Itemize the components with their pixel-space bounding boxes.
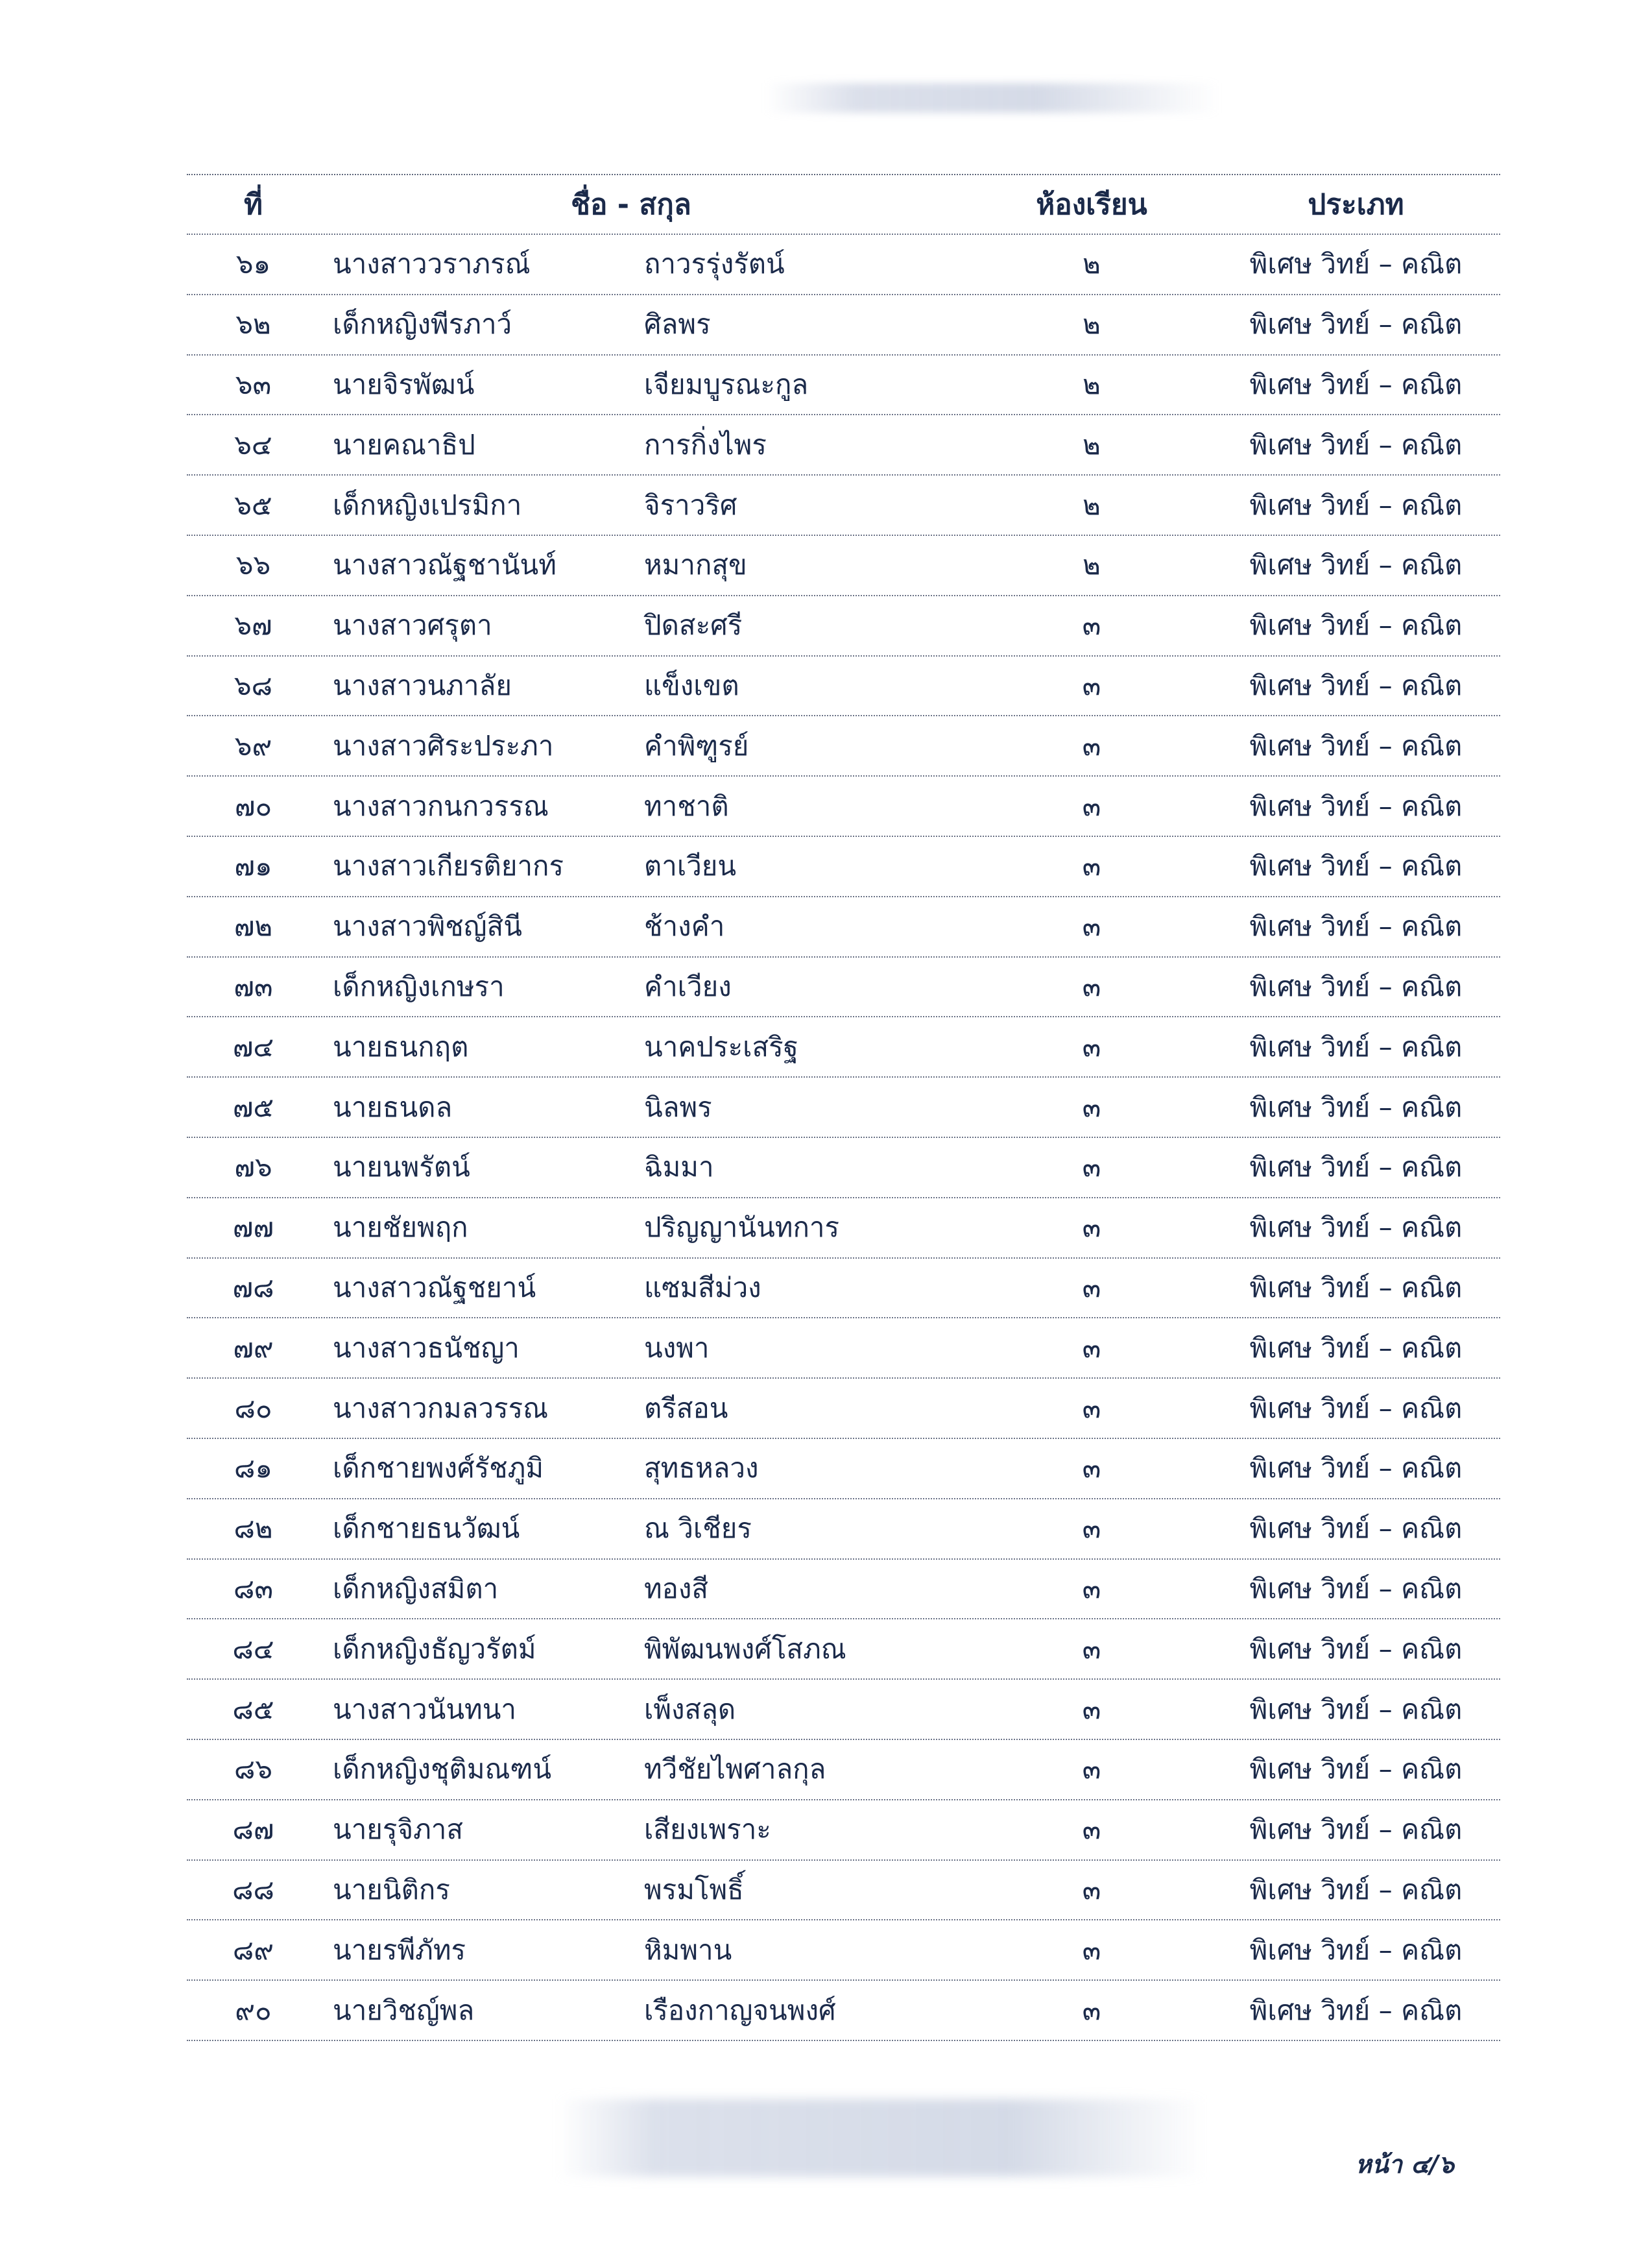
row-type: พิเศษ วิทย์ – คณิต bbox=[1249, 368, 1463, 400]
row-last-name: การกิ่งไพร bbox=[644, 428, 767, 461]
row-last-name: จิราวริศ bbox=[644, 489, 737, 521]
row-last-name: ถาวรรุ่งรัตน์ bbox=[644, 248, 785, 280]
row-type: พิเศษ วิทย์ – คณิต bbox=[1249, 1030, 1463, 1063]
table-row bbox=[187, 1619, 1500, 1680]
row-type: พิเศษ วิทย์ – คณิต bbox=[1249, 1452, 1463, 1484]
row-last-name: นาคประเสริฐ bbox=[644, 1030, 798, 1063]
table-header-row bbox=[187, 175, 1500, 235]
table-row bbox=[187, 1499, 1500, 1560]
table-row bbox=[187, 1740, 1500, 1800]
table-row bbox=[187, 1259, 1500, 1319]
row-type: พิเศษ วิทย์ – คณิต bbox=[1249, 549, 1463, 581]
row-number: ๖๖ bbox=[235, 549, 271, 581]
table-row bbox=[187, 716, 1500, 777]
row-first-name: นายรพีภัทร bbox=[333, 1933, 466, 1966]
row-number: ๘๕ bbox=[232, 1693, 274, 1725]
row-room: ๓ bbox=[1082, 790, 1101, 822]
row-first-name: เด็กชายธนวัฒน์ bbox=[333, 1512, 520, 1545]
row-type: พิเศษ วิทย์ – คณิต bbox=[1249, 669, 1463, 701]
row-last-name: ศิลพร bbox=[644, 308, 711, 341]
row-first-name: นางสาวพิชญ์สินี bbox=[333, 910, 522, 943]
row-room: ๓ bbox=[1082, 910, 1101, 943]
row-number: ๗๓ bbox=[233, 970, 273, 1002]
row-last-name: ตรีสอน bbox=[644, 1392, 728, 1424]
row-type: พิเศษ วิทย์ – คณิต bbox=[1249, 1331, 1463, 1364]
row-number: ๖๙ bbox=[234, 729, 272, 762]
row-first-name: นางสาวกมลวรรณ bbox=[333, 1392, 549, 1424]
row-number: ๗๗ bbox=[232, 1211, 274, 1244]
row-type: พิเศษ วิทย์ – คณิต bbox=[1249, 1933, 1463, 1966]
table-row bbox=[187, 1379, 1500, 1439]
row-room: ๒ bbox=[1083, 368, 1101, 400]
row-type: พิเศษ วิทย์ – คณิต bbox=[1249, 248, 1463, 280]
row-last-name: ฉิมมา bbox=[644, 1151, 714, 1183]
row-first-name: นางสาวเกียรติยากร bbox=[333, 850, 564, 882]
row-type: พิเศษ วิทย์ – คณิต bbox=[1249, 1091, 1463, 1123]
table-row bbox=[187, 1680, 1500, 1740]
row-type: พิเศษ วิทย์ – คณิต bbox=[1249, 1873, 1463, 1905]
row-number: ๗๘ bbox=[232, 1271, 274, 1303]
row-room: ๒ bbox=[1083, 248, 1101, 280]
table-row bbox=[187, 1138, 1500, 1198]
table-row bbox=[187, 1017, 1500, 1078]
table-row bbox=[187, 777, 1500, 837]
row-number: ๙๐ bbox=[235, 1994, 272, 2026]
header-type: ประเภท bbox=[1308, 188, 1404, 221]
row-room: ๓ bbox=[1082, 1512, 1101, 1545]
table-row bbox=[187, 235, 1500, 295]
row-number: ๖๗ bbox=[234, 609, 272, 642]
row-number: ๘๗ bbox=[232, 1813, 274, 1846]
row-room: ๓ bbox=[1082, 1994, 1101, 2026]
row-last-name: แซมสีม่วง bbox=[644, 1271, 761, 1303]
row-room: ๓ bbox=[1082, 1933, 1101, 1966]
table-row bbox=[187, 657, 1500, 717]
table-row bbox=[187, 356, 1500, 416]
row-number: ๘๔ bbox=[232, 1632, 274, 1665]
row-type: พิเศษ วิทย์ – คณิต bbox=[1249, 1632, 1463, 1665]
row-first-name: นางสาวศิระประภา bbox=[333, 729, 554, 762]
row-number: ๗๙ bbox=[233, 1331, 274, 1364]
row-first-name: เด็กหญิงพีรภาว์ bbox=[333, 308, 512, 341]
row-first-name: นายวิชญ์พล bbox=[333, 1994, 475, 2026]
row-room: ๒ bbox=[1083, 489, 1101, 521]
row-type: พิเศษ วิทย์ – คณิต bbox=[1249, 1211, 1463, 1244]
row-last-name: ปิดสะศรี bbox=[644, 609, 743, 642]
table-row bbox=[187, 1861, 1500, 1921]
table-row bbox=[187, 1920, 1500, 1981]
row-type: พิเศษ วิทย์ – คณิต bbox=[1249, 850, 1463, 882]
row-last-name: เสียงเพราะ bbox=[644, 1813, 771, 1846]
row-last-name: เพ็งสลุด bbox=[644, 1693, 736, 1725]
row-room: ๓ bbox=[1082, 1813, 1101, 1846]
row-first-name: เด็กหญิงเกษรา bbox=[333, 970, 505, 1002]
row-room: ๓ bbox=[1082, 669, 1101, 701]
row-number: ๘๖ bbox=[233, 1753, 273, 1785]
row-last-name: ตาเวียน bbox=[644, 850, 737, 882]
row-number: ๗๑ bbox=[234, 850, 272, 882]
row-number: ๘๑ bbox=[233, 1452, 273, 1484]
table-row bbox=[187, 1800, 1500, 1861]
row-number: ๘๒ bbox=[233, 1512, 273, 1545]
row-type: พิเศษ วิทย์ – คณิต bbox=[1249, 790, 1463, 822]
row-type: พิเศษ วิทย์ – คณิต bbox=[1249, 609, 1463, 642]
show-through-smudge-bottom bbox=[558, 2099, 1206, 2177]
row-first-name: นายคณาธิป bbox=[333, 428, 475, 461]
row-type: พิเศษ วิทย์ – คณิต bbox=[1249, 1753, 1463, 1785]
row-first-name: นายชัยพฤก bbox=[333, 1211, 468, 1244]
row-first-name: นางสาววราภรณ์ bbox=[333, 248, 531, 280]
row-number: ๘๓ bbox=[233, 1572, 274, 1604]
row-last-name: สุทธหลวง bbox=[644, 1452, 759, 1484]
row-last-name: หมากสุข bbox=[644, 549, 747, 581]
row-last-name: ปริญญานันทการ bbox=[644, 1211, 840, 1244]
row-type: พิเศษ วิทย์ – คณิต bbox=[1249, 1151, 1463, 1183]
table-row bbox=[187, 1560, 1500, 1620]
student-list-table bbox=[187, 174, 1500, 2041]
row-last-name: นงพา bbox=[644, 1331, 710, 1364]
row-room: ๓ bbox=[1082, 1211, 1101, 1244]
table-row bbox=[187, 415, 1500, 476]
row-first-name: นายจิรพัฒน์ bbox=[333, 368, 475, 400]
row-last-name: ช้างคำ bbox=[644, 910, 725, 943]
table-row bbox=[187, 1198, 1500, 1259]
row-type: พิเศษ วิทย์ – คณิต bbox=[1249, 428, 1463, 461]
row-first-name: เด็กหญิงธัญวรัตม์ bbox=[333, 1632, 536, 1665]
row-first-name: นางสาวณัฐชยาน์ bbox=[333, 1271, 536, 1303]
row-room: ๓ bbox=[1082, 1873, 1101, 1905]
row-last-name: ทาชาติ bbox=[644, 790, 729, 822]
row-room: ๓ bbox=[1082, 1271, 1101, 1303]
row-first-name: นางสาวธนัชญา bbox=[333, 1331, 520, 1364]
row-first-name: นายนิติกร bbox=[333, 1873, 450, 1905]
row-room: ๒ bbox=[1083, 549, 1101, 581]
table-row bbox=[187, 536, 1500, 596]
row-room: ๓ bbox=[1082, 609, 1101, 642]
row-number: ๗๕ bbox=[232, 1091, 274, 1123]
header-room: ห้องเรียน bbox=[1036, 188, 1147, 221]
row-room: ๓ bbox=[1082, 1452, 1101, 1484]
row-last-name: หิมพาน bbox=[644, 1933, 732, 1966]
row-number: ๗๐ bbox=[234, 790, 272, 822]
row-number: ๗๖ bbox=[234, 1151, 272, 1183]
table-row bbox=[187, 476, 1500, 536]
table-row bbox=[187, 1981, 1500, 2041]
row-first-name: นายธนกฤต bbox=[333, 1030, 469, 1063]
row-first-name: นางสาวนันทนา bbox=[333, 1693, 517, 1725]
row-room: ๓ bbox=[1082, 1572, 1101, 1604]
row-number: ๖๓ bbox=[235, 368, 272, 400]
row-type: พิเศษ วิทย์ – คณิต bbox=[1249, 489, 1463, 521]
row-last-name: แข็งเขต bbox=[644, 669, 739, 701]
row-last-name: พรมโพธิ์ bbox=[644, 1873, 744, 1905]
row-type: พิเศษ วิทย์ – คณิต bbox=[1249, 308, 1463, 341]
row-number: ๗๔ bbox=[232, 1030, 274, 1063]
row-type: พิเศษ วิทย์ – คณิต bbox=[1249, 910, 1463, 943]
row-first-name: นางสาวกนกวรรณ bbox=[333, 790, 549, 822]
row-last-name: ทวีชัยไพศาลกุล bbox=[644, 1753, 826, 1785]
row-room: ๓ bbox=[1082, 1693, 1101, 1725]
row-room: ๓ bbox=[1082, 1331, 1101, 1364]
row-room: ๓ bbox=[1082, 1392, 1101, 1424]
row-room: ๓ bbox=[1082, 1753, 1101, 1785]
show-through-smudge-top bbox=[765, 83, 1219, 113]
header-name: ชื่อ - สกุล bbox=[571, 188, 691, 221]
row-number: ๖๕ bbox=[234, 489, 272, 521]
table-row bbox=[187, 1078, 1500, 1138]
row-first-name: นายนพรัตน์ bbox=[333, 1151, 470, 1183]
row-last-name: ณ วิเชียร bbox=[644, 1512, 752, 1545]
row-first-name: เด็กชายพงศ์รัชภูมิ bbox=[333, 1452, 544, 1484]
row-room: ๓ bbox=[1082, 1091, 1101, 1123]
row-last-name: พิพัฒนพงศ์โสภณ bbox=[644, 1632, 846, 1665]
row-type: พิเศษ วิทย์ – คณิต bbox=[1249, 1392, 1463, 1424]
row-number: ๖๘ bbox=[233, 669, 273, 701]
row-room: ๒ bbox=[1083, 428, 1101, 461]
row-number: ๖๔ bbox=[234, 428, 272, 461]
row-type: พิเศษ วิทย์ – คณิต bbox=[1249, 1994, 1463, 2026]
row-room: ๒ bbox=[1083, 308, 1101, 341]
header-no: ที่ bbox=[243, 188, 263, 221]
row-last-name: นิลพร bbox=[644, 1091, 712, 1123]
row-type: พิเศษ วิทย์ – คณิต bbox=[1249, 1693, 1463, 1725]
row-first-name: นางสาวณัฐชานันท์ bbox=[333, 549, 557, 581]
table-row bbox=[187, 958, 1500, 1018]
row-number: ๘๙ bbox=[232, 1933, 274, 1966]
row-last-name: ทองสี bbox=[644, 1572, 709, 1604]
row-last-name: คำพิฑูรย์ bbox=[644, 729, 749, 762]
row-number: ๖๑ bbox=[235, 248, 271, 280]
row-first-name: เด็กหญิงชุติมณฑน์ bbox=[333, 1753, 552, 1785]
row-number: ๗๒ bbox=[233, 910, 273, 943]
row-first-name: เด็กหญิงเปรมิกา bbox=[333, 489, 522, 521]
table-row bbox=[187, 1439, 1500, 1499]
row-number: ๘๘ bbox=[232, 1873, 274, 1905]
row-last-name: เจียมบูรณะกูล bbox=[644, 368, 809, 400]
row-first-name: นางสาวศรุตา bbox=[333, 609, 492, 642]
table-row bbox=[187, 837, 1500, 897]
row-room: ๓ bbox=[1082, 729, 1101, 762]
row-room: ๓ bbox=[1082, 1632, 1101, 1665]
table-row bbox=[187, 1318, 1500, 1379]
page-number: หน้า ๔/๖ bbox=[1355, 2150, 1454, 2179]
row-type: พิเศษ วิทย์ – คณิต bbox=[1249, 1271, 1463, 1303]
table-row bbox=[187, 295, 1500, 356]
row-type: พิเศษ วิทย์ – คณิต bbox=[1249, 729, 1463, 762]
table-row bbox=[187, 596, 1500, 657]
row-first-name: นายธนดล bbox=[333, 1091, 453, 1123]
table-row bbox=[187, 897, 1500, 958]
row-room: ๓ bbox=[1082, 970, 1101, 1002]
row-number: ๖๒ bbox=[235, 308, 271, 341]
row-type: พิเศษ วิทย์ – คณิต bbox=[1249, 1813, 1463, 1846]
row-first-name: นายรุจิภาส bbox=[333, 1813, 463, 1846]
row-room: ๓ bbox=[1082, 1030, 1101, 1063]
row-room: ๓ bbox=[1082, 850, 1101, 882]
row-first-name: นางสาวนภาลัย bbox=[333, 669, 512, 701]
row-room: ๓ bbox=[1082, 1151, 1101, 1183]
row-type: พิเศษ วิทย์ – คณิต bbox=[1249, 1572, 1463, 1604]
row-last-name: คำเวียง bbox=[644, 970, 732, 1002]
row-last-name: เรืองกาญจนพงศ์ bbox=[644, 1994, 836, 2026]
row-first-name: เด็กหญิงสมิตา bbox=[333, 1572, 499, 1604]
row-type: พิเศษ วิทย์ – คณิต bbox=[1249, 970, 1463, 1002]
row-type: พิเศษ วิทย์ – คณิต bbox=[1249, 1512, 1463, 1545]
row-number: ๘๐ bbox=[234, 1392, 272, 1424]
